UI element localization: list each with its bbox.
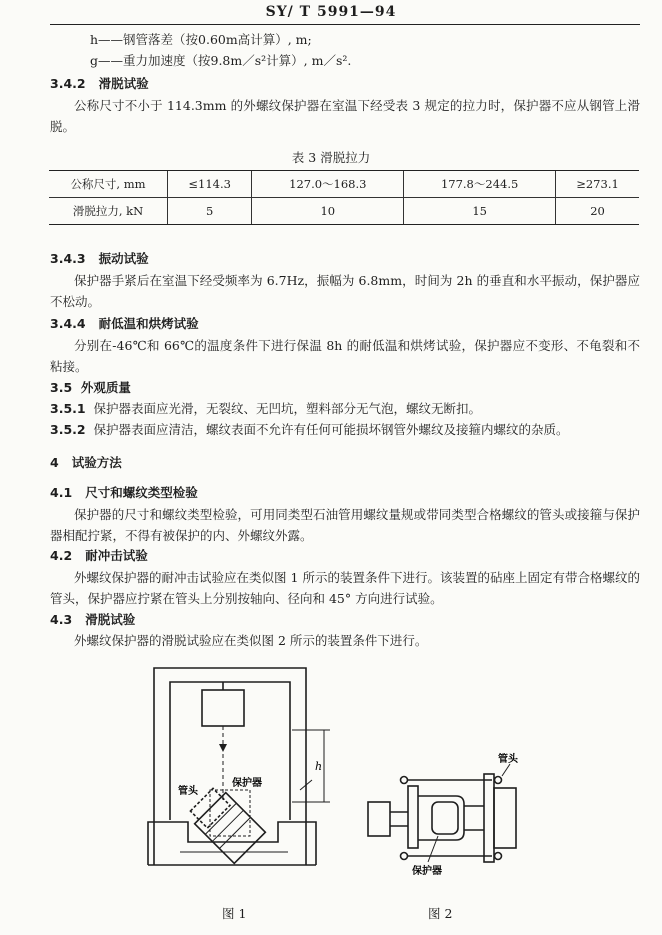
figure-2-caption: 图 2: [428, 906, 453, 921]
table-row-label: 滑脱拉力, kN: [49, 198, 168, 225]
section-title: 耐冲击试验: [85, 548, 148, 563]
specimen-assembly: [186, 784, 265, 863]
left-fixture: [368, 802, 390, 836]
section-title: 试验方法: [71, 455, 122, 470]
nut-icon: [495, 777, 502, 784]
table-3-caption: 表 3 滑脱拉力: [291, 150, 371, 165]
table-row: [49, 198, 639, 225]
label-pipe-head: 管头: [498, 754, 518, 765]
section-4-3-body: 外螺纹保护器的滑脱试验应在类似图 2 所示的装置条件下进行。: [74, 633, 428, 648]
table-cell: 177.8～244.5: [404, 171, 556, 198]
frame-inner: [170, 682, 290, 820]
table-3: [49, 170, 639, 225]
figure-1-drop-test-diagram: [140, 660, 340, 875]
section-number: 3.5.1: [50, 401, 86, 416]
right-clamp-plate: [484, 774, 494, 862]
table-cell: 10: [252, 198, 404, 225]
section-3-5-1: [50, 399, 481, 417]
nut-icon: [401, 853, 408, 860]
table-cell: 5: [168, 198, 252, 225]
thread-line: [212, 810, 243, 841]
page-header: SY/ T 5991—94: [265, 4, 397, 20]
figure-2-slip-test-diagram: [360, 750, 535, 880]
section-4-1-body: 保护器的尺寸和螺纹类型检验，可用同类型石油管用螺纹量规或带同类型合格螺纹的管头或接箍与保护器相配拧紧，不得有被保护的内、外螺纹外露。: [50, 507, 640, 543]
frame-outer: [154, 668, 306, 865]
table-cell: ≥273.1: [556, 171, 639, 198]
section-3-4-2-body: 公称尺寸不小于 114.3mm 的外螺纹保护器在室温下经受表 3 规定的拉力时，保护器不应从钢管上滑脱。: [50, 98, 640, 134]
table-cell: ≤114.3: [168, 171, 252, 198]
section-4-3-heading: [50, 610, 135, 628]
drop-weight: [202, 690, 244, 726]
leader-line: [502, 764, 510, 776]
thread-line: [219, 817, 250, 848]
section-number: 4.3: [50, 612, 73, 627]
arrow-down-icon: [219, 744, 227, 752]
table-cell: 15: [404, 198, 556, 225]
section-number: 4: [50, 455, 59, 470]
pipe-head-insert: [432, 802, 458, 834]
label-pipe-head: 管头: [178, 786, 198, 797]
section-title: 外观质量: [80, 380, 131, 395]
chapter-4-heading: [50, 453, 122, 471]
dimension-h-label: h: [315, 760, 323, 773]
protector-body: [195, 793, 266, 864]
section-title: 尺寸和螺纹类型检验: [85, 485, 198, 500]
section-number: 3.4.3: [50, 251, 86, 266]
nut-icon: [495, 853, 502, 860]
definition-h: h——钢管落差（按0.60m高计算）, m;: [90, 32, 312, 47]
section-3-4-3-body: 保护器手紧后在室温下经受频率为 6.7Hz，振幅为 6.8mm，时间为 2h 的垂直和水平振动，保护器应不松动。: [50, 273, 640, 309]
anvil-base: [148, 822, 316, 865]
figure-1-caption: 图 1: [222, 906, 247, 921]
section-number: 3.4.4: [50, 316, 86, 331]
table-row-label: 公称尺寸, mm: [49, 171, 168, 198]
table-cell: 127.0～168.3: [252, 171, 404, 198]
section-3-4-4-body: 分别在-46℃和 66℃的温度条件下进行保温 8h 的耐低温和烘烤试验，保护器应不变形、不龟裂和不粘接。: [50, 338, 640, 374]
label-protector: 保护器: [412, 866, 442, 877]
section-title: 滑脱试验: [85, 612, 136, 627]
definition-g: g——重力加速度（按9.8m／s²计算）, m／s².: [90, 53, 352, 68]
section-4-2-heading: [50, 546, 148, 564]
table-cell: 20: [556, 198, 639, 225]
pipe-body: [494, 788, 516, 848]
section-number: 4.2: [50, 548, 73, 563]
section-3-5-2: [50, 420, 569, 438]
section-number: 3.5: [50, 380, 73, 395]
section-number: 4.1: [50, 485, 73, 500]
section-3-4-3-heading: [50, 249, 149, 267]
section-number: 3.5.2: [50, 422, 86, 437]
header-rule: [50, 24, 640, 25]
nut-icon: [401, 777, 408, 784]
table-row: [49, 171, 639, 198]
section-4-2-body: 外螺纹保护器的耐冲击试验应在类似图 1 所示的装置条件下进行。该装置的砧座上固定有带合格螺纹的管头，保护器应拧紧在管头上分别按轴向、径向和 45° 方向进行试验。: [50, 570, 640, 606]
section-title: 振动试验: [98, 251, 149, 266]
section-title: 滑脱试验: [98, 76, 149, 91]
section-3-5-heading: [50, 378, 131, 396]
label-protector: 保护器: [232, 778, 262, 789]
section-number: 3.4.2: [50, 76, 86, 91]
section-body: 保护器表面应清洁，螺纹表面不允许有任何可能损坏钢管外螺纹及接箍内螺纹的杂质。: [93, 422, 569, 437]
section-title: 耐低温和烘烤试验: [98, 316, 199, 331]
left-clamp-plate: [408, 786, 418, 848]
section-3-4-4-heading: [50, 314, 199, 332]
section-4-1-heading: [50, 483, 198, 501]
section-body: 保护器表面应光滑，无裂纹、无凹坑，塑料部分无气泡，螺纹无断扣。: [93, 401, 482, 416]
section-3-4-2-heading: [50, 74, 149, 92]
